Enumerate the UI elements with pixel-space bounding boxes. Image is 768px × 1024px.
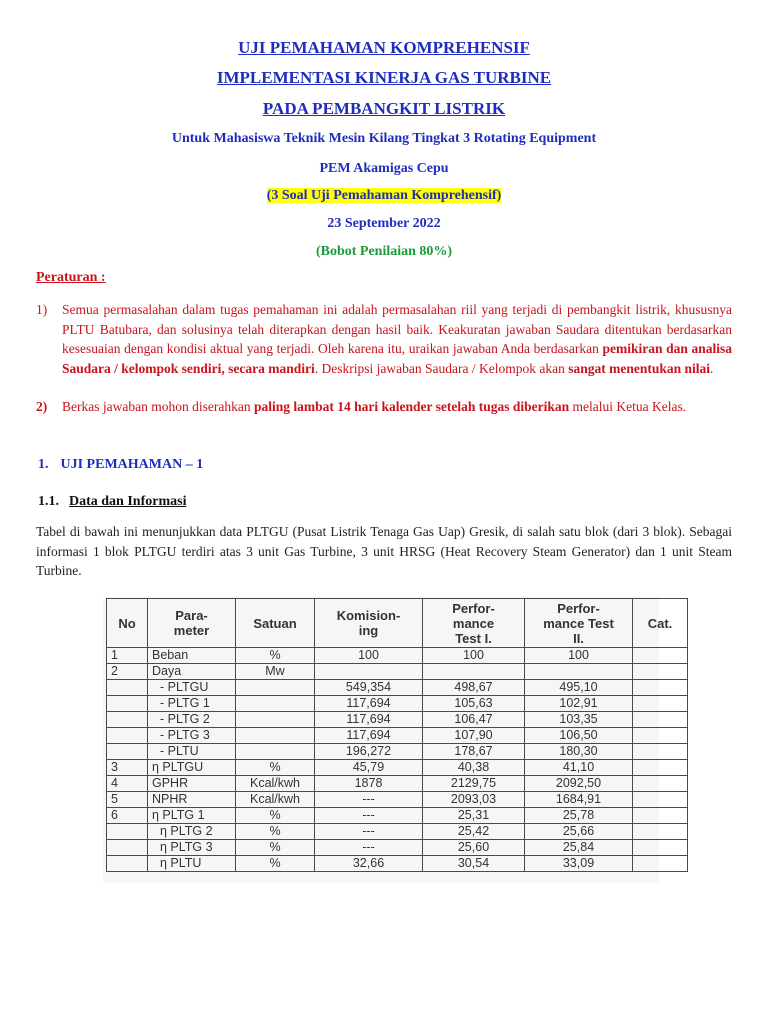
cell-performance-test-1: 40,38 xyxy=(423,760,525,776)
cell-performance-test-2: 100 xyxy=(525,648,633,664)
title-line-1: UJI PEMAHAMAN KOMPREHENSIF xyxy=(238,38,530,57)
title-line-2: IMPLEMENTASI KINERJA GAS TURBINE xyxy=(216,68,552,87)
table-row xyxy=(107,696,688,712)
header-performance-test-1: Perfor- mance Test I. xyxy=(423,599,525,648)
cell-satuan: % xyxy=(236,856,315,872)
subtitle: Untuk Mahasiswa Teknik Mesin Kilang Tingkat 3 Rotating Equipment xyxy=(171,131,597,146)
cell-no xyxy=(107,856,148,872)
cell-performance-test-2: 25,84 xyxy=(525,840,633,856)
cell-performance-test-1: 498,67 xyxy=(423,680,525,696)
cell-catatan xyxy=(633,792,688,808)
cell-performance-test-1: 2093,03 xyxy=(423,792,525,808)
cell-satuan: % xyxy=(236,648,315,664)
cell-no: 1 xyxy=(107,648,148,664)
cell-parameter: - PLTG 1 xyxy=(148,696,236,712)
cell-catatan xyxy=(633,696,688,712)
cell-no xyxy=(107,712,148,728)
cell-performance-test-1: 25,60 xyxy=(423,840,525,856)
cell-catatan xyxy=(633,840,688,856)
cell-performance-test-1: 106,47 xyxy=(423,712,525,728)
rules-label: Peraturan : xyxy=(36,270,106,285)
cell-catatan xyxy=(633,808,688,824)
header-parameter: Para- meter xyxy=(148,599,236,648)
cell-parameter: η PLTGU xyxy=(148,760,236,776)
cell-catatan xyxy=(633,728,688,744)
cell-performance-test-1: 25,42 xyxy=(423,824,525,840)
cell-komisioning: --- xyxy=(315,840,423,856)
table-row xyxy=(107,792,688,808)
cell-performance-test-2: 1684,91 xyxy=(525,792,633,808)
weight-note: (Bobot Penilaian 80%) xyxy=(315,244,453,259)
cell-performance-test-1: 105,63 xyxy=(423,696,525,712)
intro-paragraph: Tabel di bawah ini menunjukkan data PLTGU (Pusat Listrik Tenaga Gas Uap) Gresik, di salah satu blok (dari 3 blok). Sebagai informasi 1 blok PLTGU terdiri atas 3 unit Gas Turbine, 3 unit HRSG (Heat Recovery Steam Generator) dan 1 unit Steam Turbine. xyxy=(36,524,732,578)
cell-performance-test-2: 25,78 xyxy=(525,808,633,824)
cell-catatan xyxy=(633,856,688,872)
cell-catatan xyxy=(633,744,688,760)
cell-parameter: GPHR xyxy=(148,776,236,792)
cell-no xyxy=(107,696,148,712)
cell-performance-test-1: 178,67 xyxy=(423,744,525,760)
cell-satuan: Kcal/kwh xyxy=(236,792,315,808)
cell-catatan xyxy=(633,760,688,776)
date: 23 September 2022 xyxy=(327,216,441,231)
cell-satuan: % xyxy=(236,760,315,776)
cell-no: 3 xyxy=(107,760,148,776)
cell-no xyxy=(107,824,148,840)
cell-catatan xyxy=(633,776,688,792)
cell-catatan xyxy=(633,680,688,696)
cell-satuan xyxy=(236,744,315,760)
cell-catatan xyxy=(633,648,688,664)
cell-komisioning: 100 xyxy=(315,648,423,664)
table-row xyxy=(107,680,688,696)
cell-performance-test-2: 41,10 xyxy=(525,760,633,776)
rule-text: Berkas jawaban mohon diserahkan paling lambat 14 hari kalender setelah tugas diberikan melalui Ketua Kelas. xyxy=(62,399,687,414)
cell-performance-test-1: 30,54 xyxy=(423,856,525,872)
note-highlight: (3 Soal Uji Pemahaman Komprehensif) xyxy=(266,188,502,203)
institution: PEM Akamigas Cepu xyxy=(319,161,449,176)
cell-satuan xyxy=(236,696,315,712)
table-row xyxy=(107,728,688,744)
table-row xyxy=(107,760,688,776)
cell-no: 6 xyxy=(107,808,148,824)
rule-item-1 xyxy=(36,300,732,378)
cell-komisioning: 117,694 xyxy=(315,728,423,744)
rule-number: 1) xyxy=(36,302,48,317)
rule-text: Semua permasalahan dalam tugas pemahaman ini adalah permasalahan riil yang terjadi di pembangkit listrik, khususnya PLTU Batubara, dan solusinya telah diterapkan dengan hasil baik. Keakuratan jawaban Saudara ditentukan berdasarkan kesesuaian dengan kondisi aktual yang terjadi. Oleh karena itu, uraikan jawaban Anda berdasarkan pemikiran dan analisa Saudara / kelompok sendiri, secara mandiri. Deskripsi jawaban Saudara / Kelompok akan sangat menentukan nilai. xyxy=(62,302,732,376)
cell-performance-test-1 xyxy=(423,664,525,680)
cell-satuan: Mw xyxy=(236,664,315,680)
cell-komisioning: --- xyxy=(315,824,423,840)
cell-parameter: - PLTGU xyxy=(148,680,236,696)
cell-parameter: Daya xyxy=(148,664,236,680)
cell-komisioning: 1878 xyxy=(315,776,423,792)
cell-satuan xyxy=(236,680,315,696)
cell-parameter: η PLTG 1 xyxy=(148,808,236,824)
cell-komisioning: 549,354 xyxy=(315,680,423,696)
cell-parameter: - PLTU xyxy=(148,744,236,760)
cell-catatan xyxy=(633,712,688,728)
table-row xyxy=(107,856,688,872)
table-row xyxy=(107,744,688,760)
cell-performance-test-2: 495,10 xyxy=(525,680,633,696)
cell-satuan: % xyxy=(236,808,315,824)
cell-performance-test-2: 102,91 xyxy=(525,696,633,712)
cell-komisioning: --- xyxy=(315,808,423,824)
cell-komisioning: 117,694 xyxy=(315,696,423,712)
title-line-3: PADA PEMBANGKIT LISTRIK xyxy=(262,99,506,118)
cell-performance-test-2: 33,09 xyxy=(525,856,633,872)
cell-komisioning xyxy=(315,664,423,680)
cell-satuan: % xyxy=(236,840,315,856)
cell-satuan xyxy=(236,712,315,728)
section-heading-1: 1. UJI PEMAHAMAN – 1 xyxy=(38,457,204,472)
table-row xyxy=(107,712,688,728)
cell-performance-test-2: 25,66 xyxy=(525,824,633,840)
header-performance-test-2: Perfor- mance Test II. xyxy=(525,599,633,648)
cell-performance-test-1: 2129,75 xyxy=(423,776,525,792)
cell-parameter: - PLTG 3 xyxy=(148,728,236,744)
cell-performance-test-1: 107,90 xyxy=(423,728,525,744)
table-row xyxy=(107,840,688,856)
cell-performance-test-1: 25,31 xyxy=(423,808,525,824)
table-row xyxy=(107,776,688,792)
cell-catatan xyxy=(633,664,688,680)
cell-performance-test-2: 103,35 xyxy=(525,712,633,728)
cell-no xyxy=(107,744,148,760)
cell-parameter: NPHR xyxy=(148,792,236,808)
header-satuan: Satuan xyxy=(236,599,315,648)
note-line xyxy=(0,188,768,204)
section-heading-1-1: 1.1. Data dan Informasi xyxy=(38,494,187,509)
cell-performance-test-2: 180,30 xyxy=(525,744,633,760)
cell-parameter: Beban xyxy=(148,648,236,664)
cell-parameter: η PLTG 2 xyxy=(148,824,236,840)
table-row xyxy=(107,808,688,824)
header-komisioning: Komision- ing xyxy=(315,599,423,648)
cell-no: 2 xyxy=(107,664,148,680)
cell-no xyxy=(107,680,148,696)
cell-parameter: - PLTG 2 xyxy=(148,712,236,728)
data-table xyxy=(106,598,688,872)
cell-no xyxy=(107,840,148,856)
cell-no xyxy=(107,728,148,744)
cell-performance-test-2 xyxy=(525,664,633,680)
cell-no: 4 xyxy=(107,776,148,792)
cell-komisioning: 32,66 xyxy=(315,856,423,872)
header-catatan: Cat. xyxy=(633,599,688,648)
rule-number: 2) xyxy=(36,399,48,414)
table-row xyxy=(107,648,688,664)
cell-komisioning: 117,694 xyxy=(315,712,423,728)
table-header-row xyxy=(107,599,688,648)
cell-satuan: % xyxy=(236,824,315,840)
cell-no: 5 xyxy=(107,792,148,808)
cell-satuan: Kcal/kwh xyxy=(236,776,315,792)
cell-parameter: η PLTG 3 xyxy=(148,840,236,856)
cell-komisioning: 196,272 xyxy=(315,744,423,760)
table-row xyxy=(107,664,688,680)
rule-item-2 xyxy=(36,397,732,417)
table-row xyxy=(107,824,688,840)
cell-komisioning: 45,79 xyxy=(315,760,423,776)
cell-catatan xyxy=(633,824,688,840)
cell-komisioning: --- xyxy=(315,792,423,808)
cell-satuan xyxy=(236,728,315,744)
table-body xyxy=(107,648,688,872)
cell-parameter: η PLTU xyxy=(148,856,236,872)
cell-performance-test-1: 100 xyxy=(423,648,525,664)
cell-performance-test-2: 106,50 xyxy=(525,728,633,744)
cell-performance-test-2: 2092,50 xyxy=(525,776,633,792)
header-no: No xyxy=(107,599,148,648)
